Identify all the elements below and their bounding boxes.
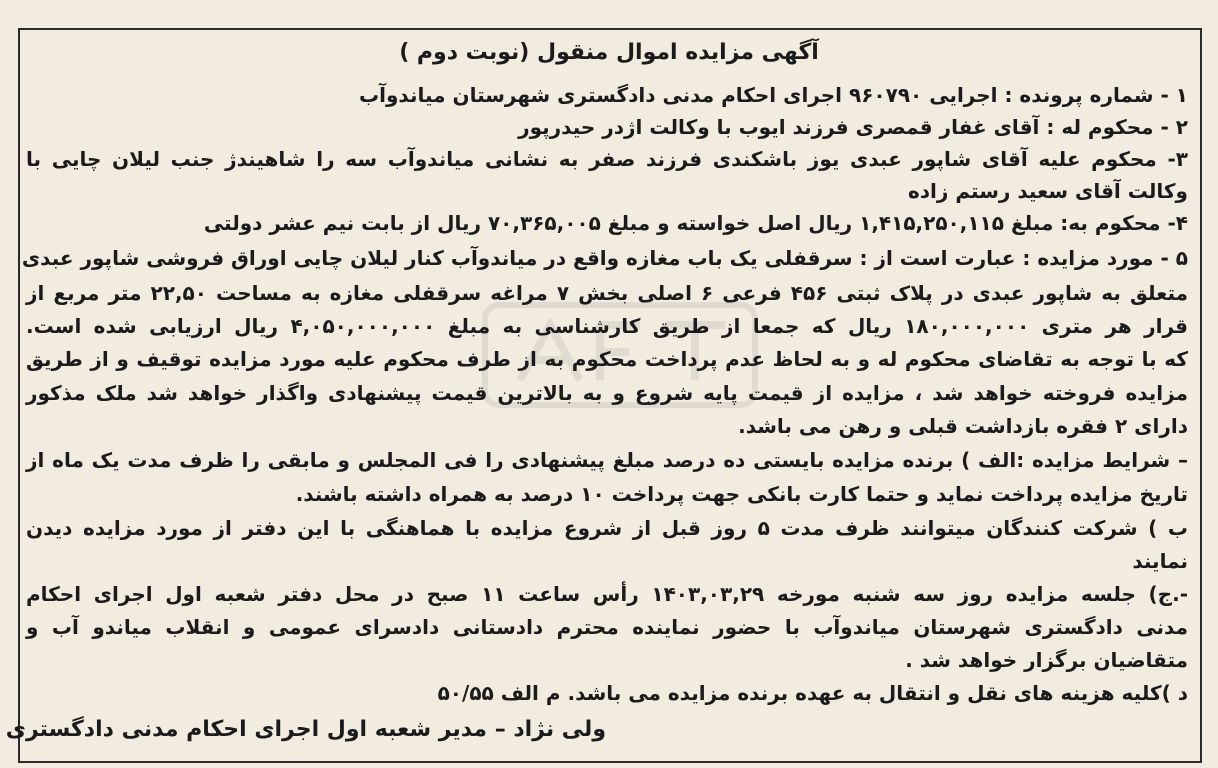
line-valuation: قرار هر متری ۱۸۰,۰۰۰,۰۰۰ ریال که جمعا از طریق کارشناسی به مبلغ ۴,۰۵۰,۰۰۰,۰۰۰ ریال ارزیابی شده است. [26, 314, 1188, 338]
line-session-end: متقاضیان برگزار خواهد شد . [905, 648, 1188, 672]
line-auction-subject: ۵ - مورد مزایده : عبارت است از : سرقفلی یک باب مغازه واقع در میاندوآب کنار لیلان چایی اوراق فروشی شاپور عبدی [21, 246, 1188, 270]
line-property-details: متعلق به شاپور عبدی در پلاک ثبتی ۴۵۶ فرعی ۶ اصلی بخش ۷ مراغه سرقفلی مغازه به مساحت ۲۲,۵۰ متر مربع از [26, 281, 1188, 305]
line-defendant: ۳- محکوم علیه آقای شاپور عبدی یوز باشکندی فرزند صفر به نشانی میاندوآب سه را شاهیندژ جنب لیلان چایی با [26, 147, 1188, 171]
line-sale-terms: مزایده فروخته خواهد شد ، مزایده از قیمت پایه شروع و به بالاترین قیمت پیشنهادی واگذار خواهد شد ملک مذکور [26, 381, 1188, 405]
line-liens: دارای ۲ فقره بازداشت قبلی و رهن می باشد. [738, 414, 1188, 438]
signature-line: ولی نژاد – مدیر شعبه اول اجرای احکام مدنی دادگستری [5, 717, 606, 742]
line-case-number: ۱ - شماره پرونده : اجرایی ۹۶۰۷۹۰ اجرای احکام مدنی دادگستری شهرستان میاندوآب [359, 83, 1188, 107]
line-seizure: که با توجه به تقاضای محکوم له و به لحاظ عدم پرداخت محکوم به از طرف محکوم علیه مورد مزایده توقیف و از طریق [26, 347, 1188, 371]
line-costs: د )کلیه هزینه های نقل و انتقال به عهده برنده مزایده می باشد. م الف ۵۰/۵۵ [437, 681, 1188, 705]
line-defendant-attorney: وکالت آقای سعید رستم زاده [907, 179, 1188, 203]
line-conditions-b-cont: نمایند [1132, 549, 1188, 573]
line-plaintiff: ۲ - محکوم له : آقای غفار قمصری فرزند ایوب با وکالت اژدر حیدرپور [518, 115, 1188, 139]
line-conditions-b: ب ) شرکت کنندگان میتوانند ظرف مدت ۵ روز قبل از شروع مزایده با هماهنگی با این دفتر از مورد مزایده دیدن [26, 516, 1189, 540]
line-conditions-a: – شرایط مزایده :الف ) برنده مزایده بایستی ده درصد مبلغ پیشنهادی را فی المجلس و مابقی را ظرف مدت یک ماه از [26, 448, 1188, 472]
line-session: -.ج) جلسه مزایده روز سه شنبه مورخه ۱۴۰۳,۰۳,۲۹ رأس ساعت ۱۱ صبح در محل دفتر شعبه اول اجرای احکام [26, 582, 1188, 606]
line-judgment-amount: ۴- محکوم به: مبلغ ۱,۴۱۵,۲۵۰,۱۱۵ ریال اصل خواسته و مبلغ ۷۰,۳۶۵,۰۰۵ ریال از بابت نیم عشر دولتی [203, 211, 1188, 235]
line-conditions-a-cont: تاریخ مزایده پرداخت نماید و حتما کارت بانکی جهت پرداخت ۱۰ درصد به همراه داشته باشند. [295, 482, 1188, 506]
line-session-cont: مدنی دادگستری شهرستان میاندوآب با حضور نماینده محترم دادستانی دادسرای عمومی و انقلاب میاندو آب و [26, 615, 1188, 639]
notice-title: آگهی مزایده اموال منقول (نوبت دوم ) [399, 40, 819, 65]
